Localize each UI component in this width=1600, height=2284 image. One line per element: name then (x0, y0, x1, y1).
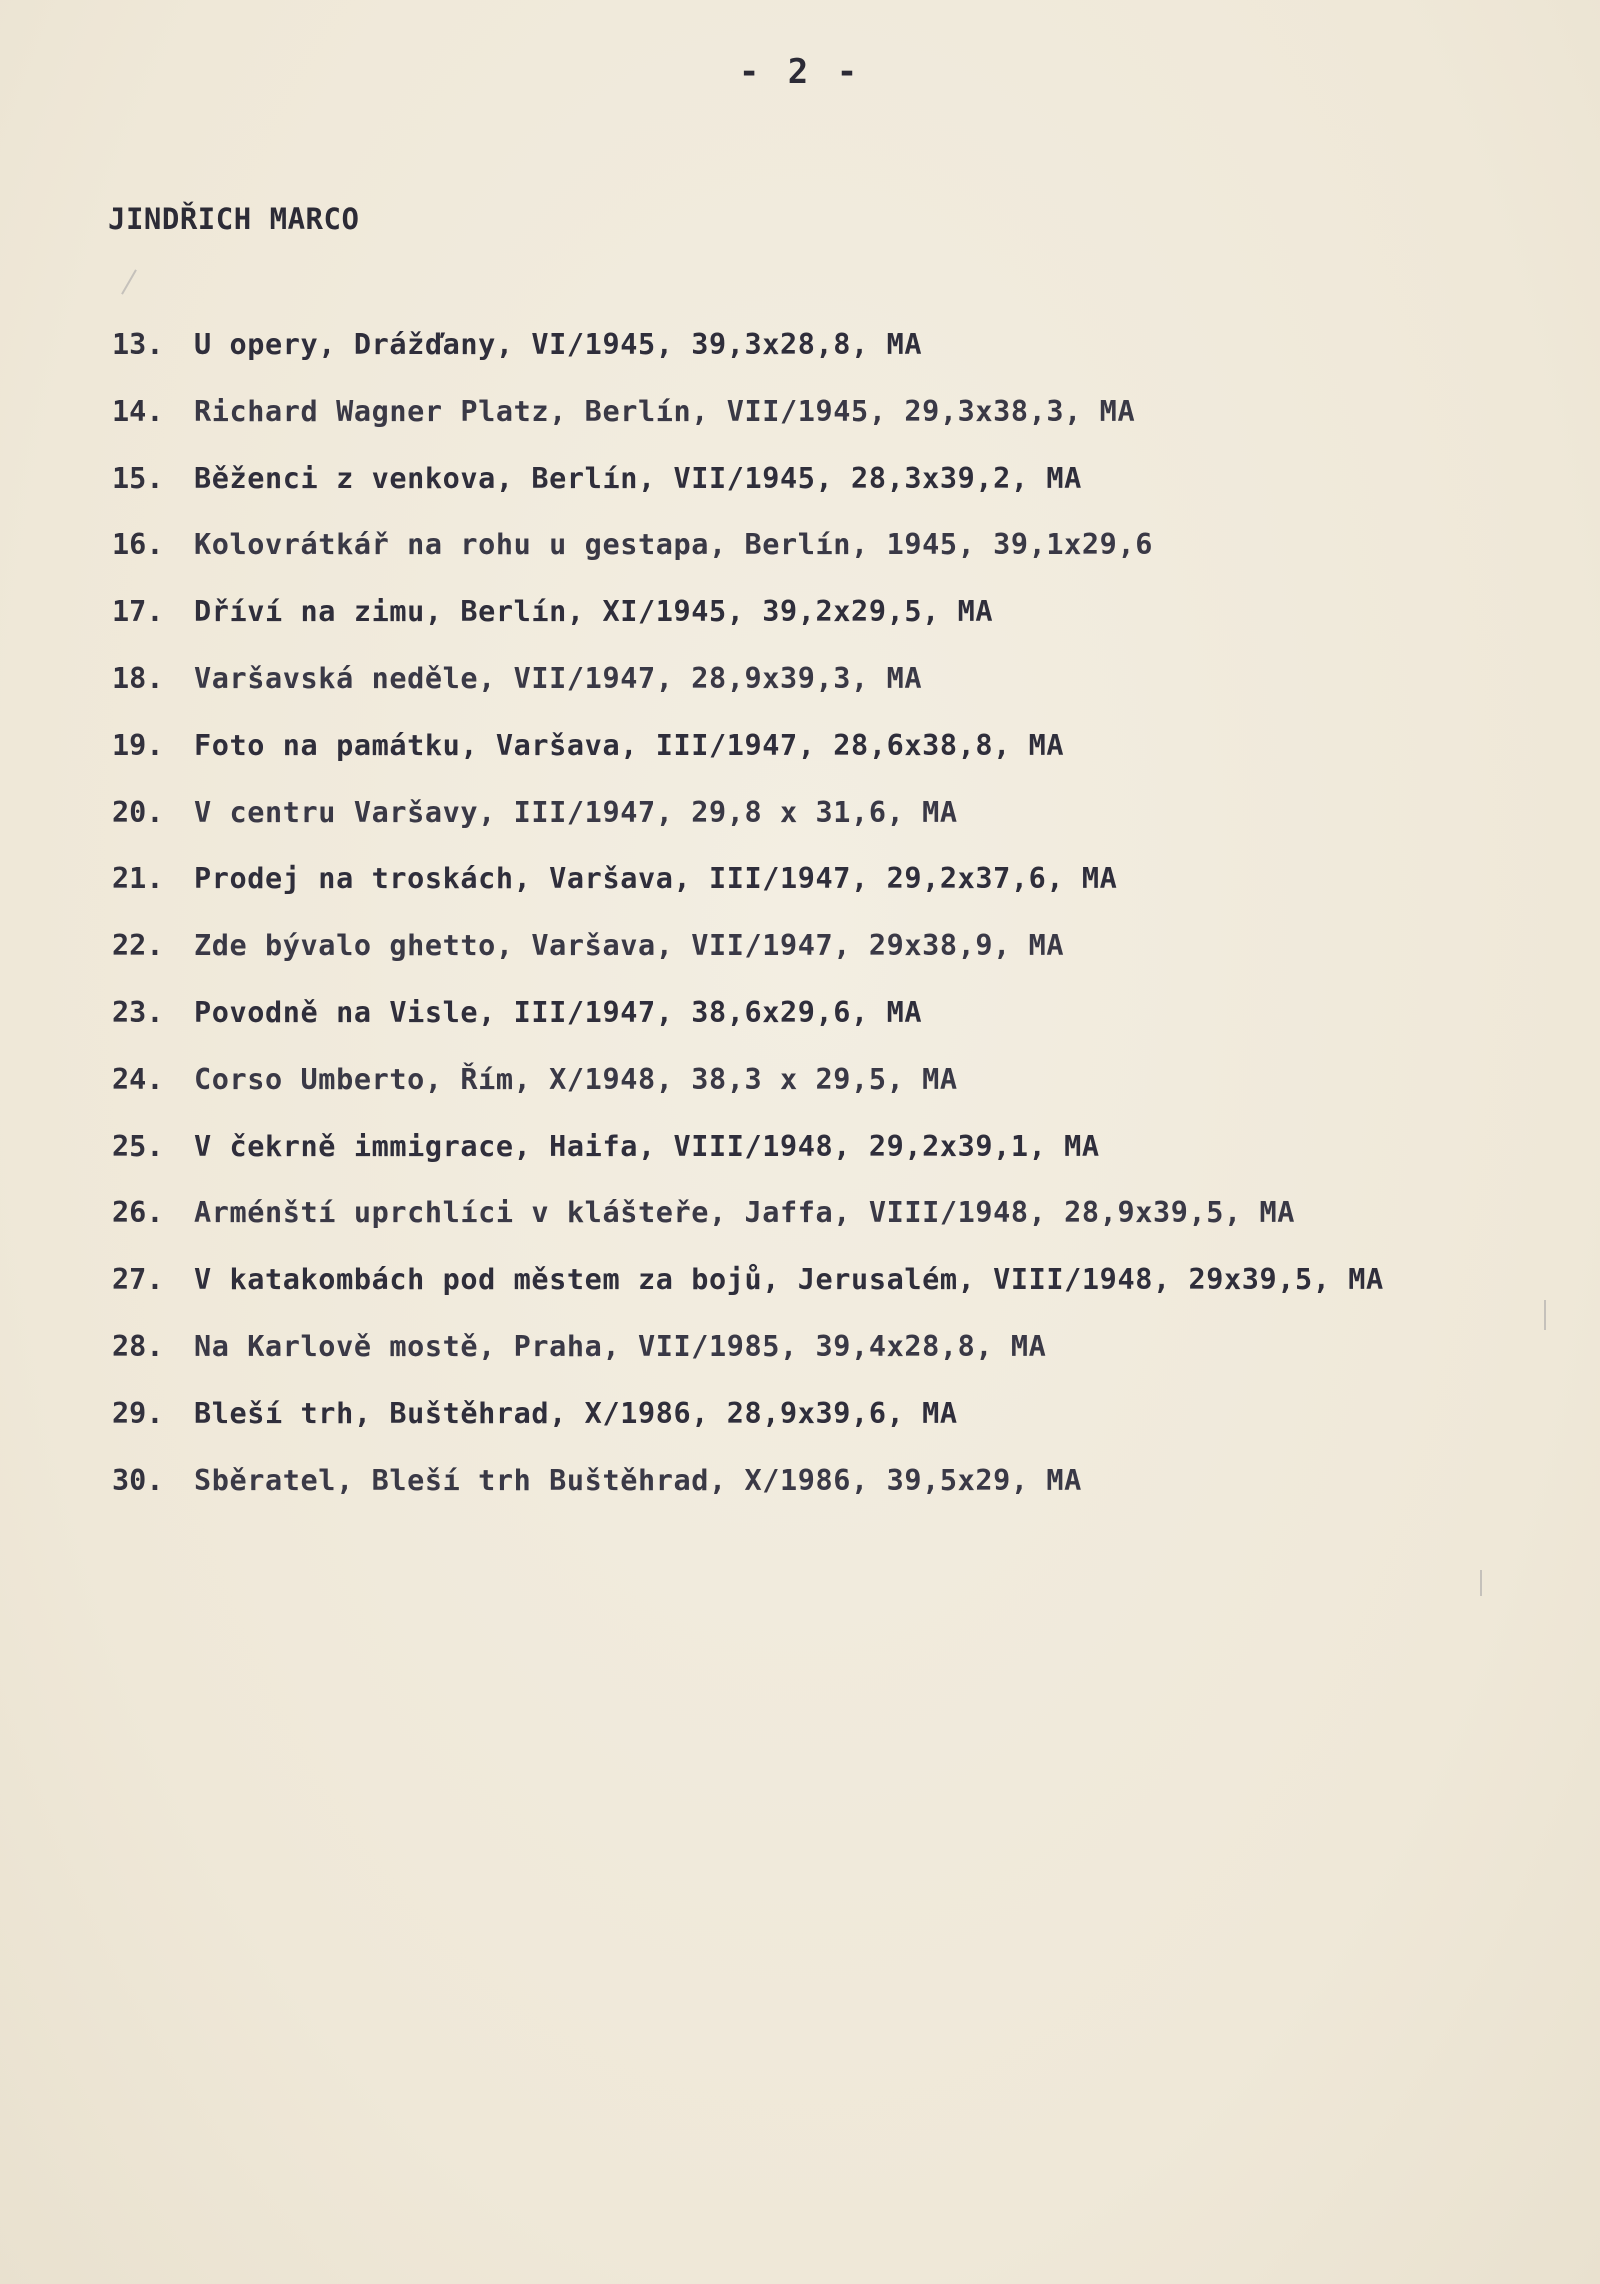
entry-number: 21. (112, 862, 164, 896)
entry-text: Kolovrátkář na rohu u gestapa, Berlín, 1945, 39,1x29,6 (194, 528, 1153, 562)
entry-text: Varšavská neděle, VII/1947, 28,9x39,3, MA (194, 661, 923, 695)
entry-text: Povodně na Visle, III/1947, 38,6x29,6, MA (194, 995, 923, 1029)
entry-number: 27. (112, 1263, 164, 1297)
entry-number: 15. (112, 461, 164, 495)
list-item (112, 1063, 1592, 1130)
entry-number: 26. (112, 1196, 164, 1230)
entry-text: Corso Umberto, Řím, X/1948, 38,3 x 29,5, MA (194, 1062, 958, 1096)
entry-number: 19. (112, 728, 164, 762)
list-item (112, 1196, 1592, 1263)
list-item (112, 1130, 1592, 1197)
entry-text: V centru Varšavy, III/1947, 29,8 x 31,6, MA (194, 795, 958, 829)
list-item (112, 929, 1592, 996)
entry-number: 13. (112, 328, 164, 361)
list-item (112, 1464, 1592, 1531)
list-item (112, 528, 1592, 595)
entry-number: 28. (112, 1329, 164, 1363)
entry-text: V čekrně immigrace, Haifa, VIII/1948, 29,2x39,1, MA (194, 1129, 1100, 1163)
entry-text: Prodej na troskách, Varšava, III/1947, 29,2x37,6, MA (194, 862, 1118, 896)
entry-number: 29. (112, 1396, 164, 1430)
entry-text: Na Karlově mostě, Praha, VII/1985, 39,4x28,8, MA (194, 1329, 1047, 1363)
entry-number: 25. (112, 1129, 164, 1163)
list-item (112, 395, 1592, 462)
list-item (112, 328, 1592, 395)
list-item (112, 662, 1592, 729)
entry-text: Zde bývalo ghetto, Varšava, VII/1947, 29x38,9, MA (194, 929, 1065, 963)
pencil-mark (1544, 1300, 1546, 1330)
entry-text: Sběratel, Bleší trh Buštěhrad, X/1986, 39,5x29, MA (194, 1463, 1082, 1497)
list-item (112, 729, 1592, 796)
entry-list (112, 328, 1592, 1530)
list-item (112, 996, 1592, 1063)
entry-text: Bleší trh, Buštěhrad, X/1986, 28,9x39,6, MA (194, 1396, 958, 1430)
entry-number: 22. (112, 929, 164, 963)
list-item (112, 462, 1592, 529)
page-number: - 2 - (738, 52, 862, 92)
entry-text: U opery, Drážďany, VI/1945, 39,3x28,8, MA (194, 328, 923, 361)
list-item (112, 1397, 1592, 1464)
entry-number: 24. (112, 1062, 164, 1096)
pencil-mark (1480, 1570, 1482, 1596)
entry-number: 23. (112, 995, 164, 1029)
entry-text: Richard Wagner Platz, Berlín, VII/1945, 29,3x38,3, MA (194, 394, 1136, 428)
entry-number: 14. (112, 394, 164, 428)
entry-number: 16. (112, 528, 164, 562)
entry-text: Foto na památku, Varšava, III/1947, 28,6x38,8, MA (194, 728, 1065, 762)
list-item (112, 796, 1592, 863)
list-item (112, 595, 1592, 662)
entry-number: 20. (112, 795, 164, 829)
list-item (112, 862, 1592, 929)
entry-number: 30. (112, 1463, 164, 1497)
entry-text: V katakombách pod městem za bojů, Jerusalém, VIII/1948, 29x39,5, MA (194, 1263, 1384, 1297)
entry-text: Dříví na zimu, Berlín, XI/1945, 39,2x29,5, MA (194, 595, 994, 629)
document-heading: JINDŘICH MARCO (108, 202, 360, 236)
pencil-mark (121, 269, 137, 294)
list-item (112, 1263, 1592, 1330)
list-item (112, 1330, 1592, 1397)
entry-text: Běženci z venkova, Berlín, VII/1945, 28,3x39,2, MA (194, 461, 1082, 495)
entry-number: 18. (112, 661, 164, 695)
entry-number: 17. (112, 595, 164, 629)
entry-text: Arménští uprchlíci v klášteře, Jaffa, VIII/1948, 28,9x39,5, MA (194, 1196, 1296, 1230)
